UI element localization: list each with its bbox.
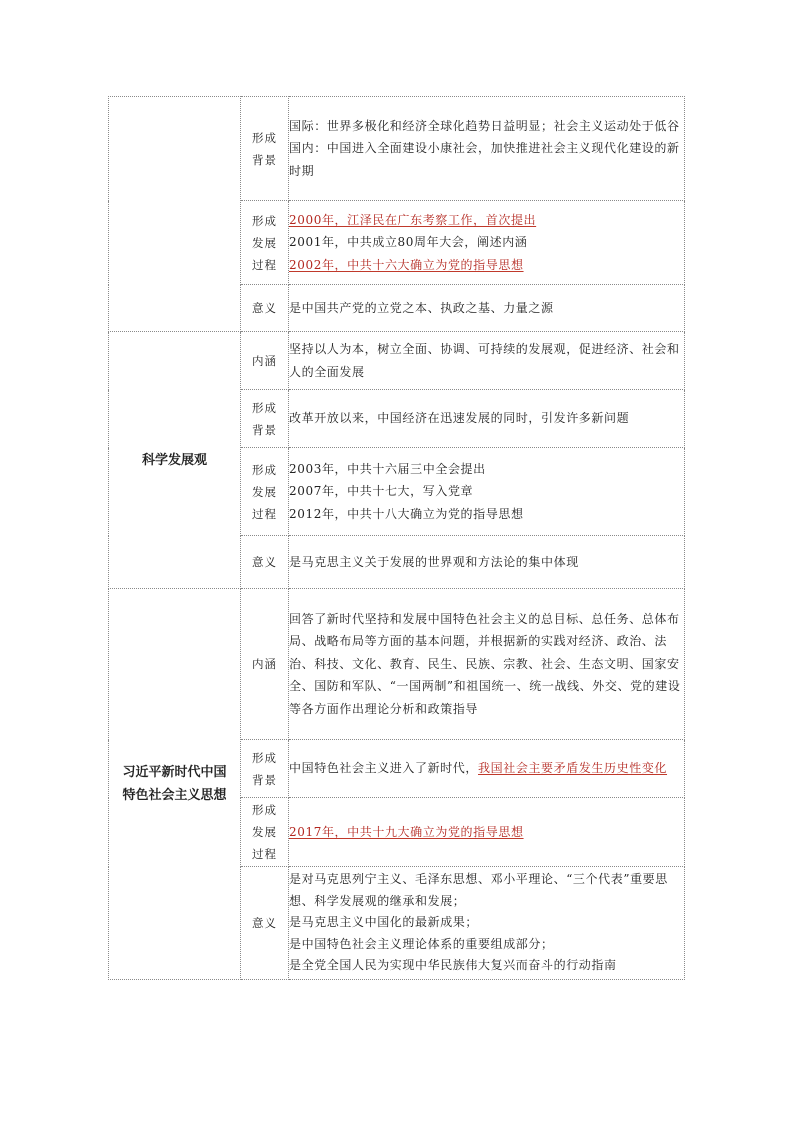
content-formation-background	[289, 97, 685, 201]
content-formation-background	[289, 740, 685, 798]
label-significance	[241, 285, 289, 332]
content-line: 2001年，中共成立80周年大会，阐述内涵	[289, 235, 528, 250]
label-connotation	[241, 332, 289, 390]
label-text: 过程	[252, 506, 277, 521]
label-text: 发展	[252, 484, 277, 499]
label-text: 发展	[252, 235, 277, 250]
label-formation-process	[241, 798, 289, 867]
content-line: 是全党全国人民为实现中华民族伟大复兴而奋斗的行动指南	[289, 958, 617, 973]
content-connotation	[289, 589, 685, 740]
content-line: 是马克思主义关于发展的世界观和方法论的集中体现	[289, 554, 579, 569]
content-line: 是中国共产党的立党之本、执政之基、力量之源	[289, 300, 554, 315]
label-text: 形成	[252, 462, 277, 477]
content-formation-process	[289, 448, 685, 536]
label-text: 意义	[252, 301, 277, 315]
label-formation-process	[241, 448, 289, 536]
topic-title-line: 特色社会主义思想	[122, 788, 227, 803]
label-formation-process	[241, 201, 289, 285]
content-line: 中国特色社会主义进入了新时代，	[289, 761, 479, 776]
table-row	[109, 589, 685, 740]
summary-table	[108, 96, 685, 980]
content-line: 国际：世界多极化和经济全球化趋势日益明显；社会主义运动处于低谷	[289, 118, 680, 133]
label-significance	[241, 536, 289, 589]
label-text: 内涵	[252, 657, 277, 671]
label-text: 形成	[252, 130, 277, 145]
content-line-underlined: 2017年，中共十九大确立为党的指导思想	[289, 824, 524, 839]
label-text: 背景	[252, 152, 277, 167]
content-line-underlined: 2000年，江泽民在广东考察工作，首次提出	[289, 212, 537, 227]
content-line: 是马克思主义中国化的最新成果；	[289, 915, 479, 930]
label-formation-background	[241, 740, 289, 798]
label-text: 形成	[252, 803, 277, 817]
content-formation-process	[289, 798, 685, 867]
label-text: 背景	[252, 422, 277, 437]
content-line-underlined: 我国社会主要矛盾发生历史性变化	[478, 761, 668, 776]
label-formation-background	[241, 390, 289, 448]
label-text: 内涵	[252, 353, 277, 368]
content-line: 是中国特色社会主义理论体系的重要组成部分；	[289, 936, 554, 951]
content-line: 回答了新时代坚持和发展中国特色社会主义的总目标、总任务、总体布局、战略布局等方面的基本问题，并根据新的实践对经济、政治、法治、科技、文化、教育、民生、民族、宗教、社会、生态文明、国家安全、国防和军队、“一国两制”和祖国统一、统一战线、外交、党的建设等各方面作出理论分析和政策指导	[289, 611, 681, 716]
topic-title: 科学发展观	[141, 452, 207, 468]
label-connotation	[241, 589, 289, 740]
content-line: 改革开放以来，中国经济在迅速发展的同时，引发许多新问题	[289, 411, 630, 426]
content-line-underlined: 2002年，中共十六大确立为党的指导思想	[289, 257, 524, 272]
topic-cell-3	[109, 589, 241, 980]
content-line: 是对马克思列宁主义、毛泽东思想、邓小平理论、“三个代表”重要思想、科学发展观的继承和发展；	[289, 872, 668, 908]
label-formation-background	[241, 97, 289, 201]
content-significance	[289, 285, 685, 332]
label-text: 形成	[252, 213, 277, 228]
label-significance	[241, 867, 289, 980]
content-line: 2003年，中共十六届三中全会提出	[289, 461, 486, 476]
label-text: 背景	[252, 772, 277, 787]
topic-cell-2	[109, 332, 241, 589]
label-text: 意义	[252, 555, 277, 569]
label-text: 形成	[252, 400, 277, 415]
label-text: 形成	[252, 750, 277, 765]
content-line: 2012年，中共十八大确立为党的指导思想	[289, 506, 524, 521]
content-formation-process	[289, 201, 685, 285]
topic-title-line: 习近平新时代中国	[122, 765, 227, 780]
table-row	[109, 97, 685, 201]
content-line: 国内：中国进入全面建设小康社会，加快推进社会主义现代化建设的新时期	[289, 141, 680, 178]
table-row	[109, 332, 685, 390]
label-text: 意义	[252, 916, 277, 930]
topic-cell-1	[109, 97, 241, 332]
content-significance	[289, 536, 685, 589]
content-line: 坚持以人为本，树立全面、协调、可持续的发展观，促进经济、社会和人的全面发展	[289, 342, 680, 379]
content-line: 2007年，中共十七大，写入党章	[289, 484, 474, 499]
label-text: 发展	[252, 825, 277, 839]
label-text: 过程	[252, 257, 277, 272]
label-text: 过程	[252, 847, 277, 861]
content-significance	[289, 867, 685, 980]
content-connotation	[289, 332, 685, 390]
content-formation-background	[289, 390, 685, 448]
